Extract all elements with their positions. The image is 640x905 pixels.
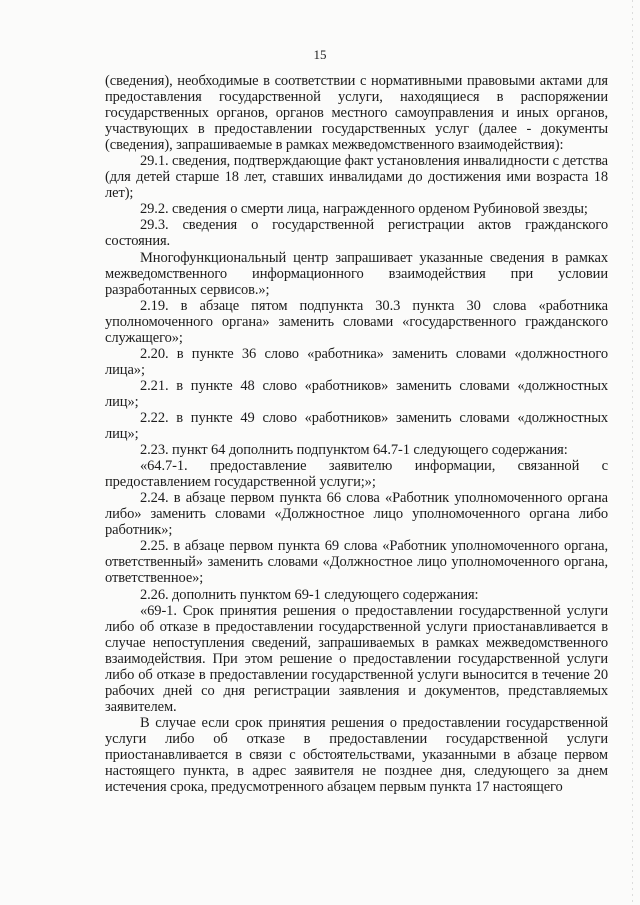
document-paragraph: 29.3. сведения о государственной регистрации актов гражданского состояния.	[105, 217, 608, 250]
document-paragraph: 2.22. в пункте 49 слово «работников» заменить словами «должностных лиц»;	[105, 409, 608, 443]
document-paragraph: (сведения), необходимые в соответствии с нормативными правовыми актами для предоставления государственной услуги, находящиеся в распоряжении государственных органов, органов местного самоуправления и иных органов, участвующих в предоставлении государственных услуг (далее - документы (сведения), запрашиваемые в рамках межведомственного взаимодействия):	[105, 73, 608, 154]
document-paragraph: 2.21. в пункте 48 слово «работников» заменить словами «должностных лиц»;	[105, 377, 608, 410]
document-paragraph: 29.2. сведения о смерти лица, награжденного орденом Рубиновой звезды;	[140, 201, 588, 218]
document-paragraph: 2.20. в пункте 36 слово «работника» заменить словами «должностного лица»;	[105, 345, 608, 378]
document-paragraph: 2.19. в абзаце пятом подпункта 30.3 пункта 30 слова «работника уполномоченного органа» заменить словами «государственного гражданского служащего»;	[105, 297, 608, 346]
document-paragraph: «69-1. Срок принятия решения о предоставлении государственной услуги либо об отказе в предоставлении государственной услуги приостанавливается в случае непоступления сведений, запрашиваемых в рамках межведомственного взаимодействия. При этом решение о предоставлении государственной услуги либо об отказе в предоставлении государственной услуги выносится в течение 20 рабочих дней со дня регистрации заявления и документов, представляемых заявителем.	[105, 602, 608, 715]
scan-edge-line	[632, 0, 633, 905]
page-number: 15	[313, 47, 327, 62]
document-paragraph: 2.25. в абзаце первом пункта 69 слова «Работник уполномоченного органа, ответственный» заменить словами «Должностное лицо уполномоченного органа, ответственное»;	[105, 538, 608, 587]
document-paragraph: 2.26. дополнить пунктом 69-1 следующего содержания:	[140, 586, 479, 603]
document-paragraph: В случае если срок принятия решения о предоставлении государственной услуги либо об отказе в предоставлении государственной услуги приостанавливается в связи с обстоятельствами, указанными в абзаце первом настоящего пункта, в адрес заявителя не позднее дня, следующего за днем истечения срока, предусмотренного абзацем первым пункта 17 настоящего	[105, 714, 608, 796]
document-paragraph: «64.7-1. предоставление заявителю информации, связанной с предоставлением государственной услуги;»;	[105, 458, 608, 491]
document-paragraph: 2.23. пункт 64 дополнить подпунктом 64.7-1 следующего содержания:	[140, 442, 568, 459]
document-body	[105, 73, 608, 795]
document-paragraph: 2.24. в абзаце первом пункта 66 слова «Работник уполномоченного органа либо» заменить словами «Должностное лицо уполномоченного органа либо работник»;	[105, 490, 608, 539]
document-paragraph: Многофункциональный центр запрашивает указанные сведения в рамках межведомственного информационного взаимодействия при условии разработанных сервисов.»;	[105, 249, 608, 298]
document-paragraph: 29.1. сведения, подтверждающие факт установления инвалидности с детства (для детей старше 18 лет, ставших инвалидами до достижения ими возраста 18 лет);	[105, 153, 608, 202]
